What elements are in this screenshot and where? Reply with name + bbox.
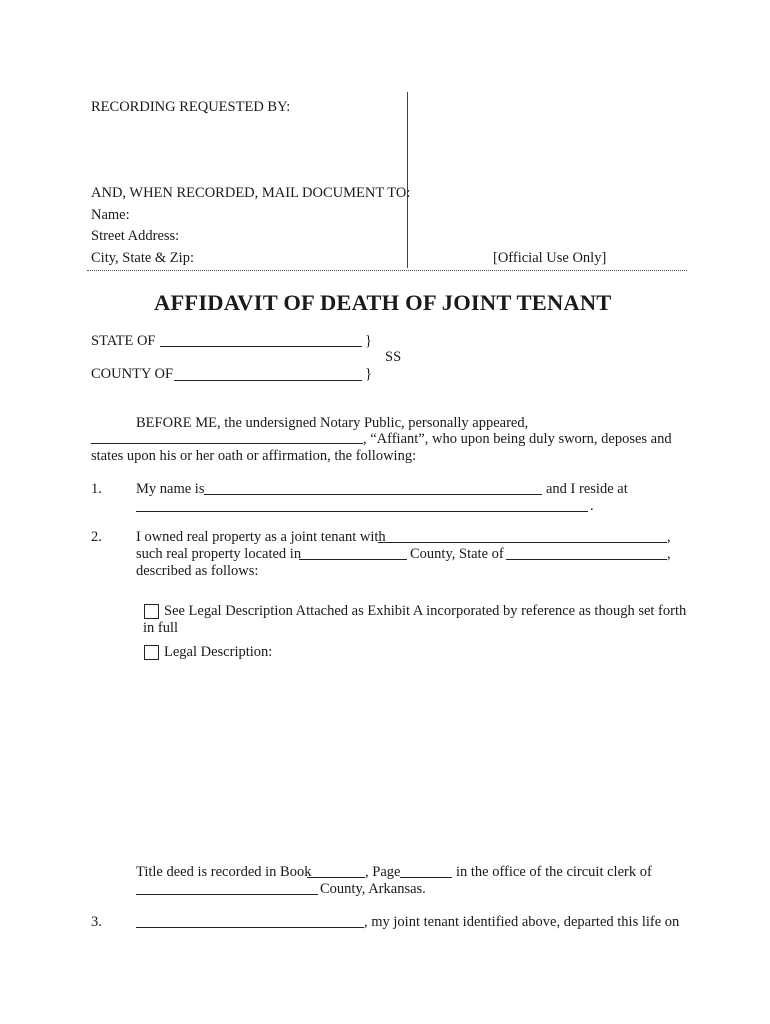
reside-at-label: and I reside at [546,481,628,497]
ss-label: SS [385,349,402,365]
county-state-label: County, State of [410,546,504,562]
intro-line-3: states upon his or her oath or affirmation, the following: [91,448,417,464]
my-name-field[interactable] [204,494,542,495]
exhibit-a-label-cont: in full [143,620,179,636]
state-of-label: STATE OF [91,333,156,349]
legal-description-checkbox[interactable] [144,645,159,660]
joint-tenant-label: I owned real property as a joint tenant with [136,529,386,545]
property-located-label: such real property located in [136,546,302,562]
departed-label: , my joint tenant identified above, departed this life on [364,914,680,930]
exhibit-a-checkbox[interactable] [144,604,159,619]
item-2-comma-1: , [667,529,671,545]
affiant-name-field[interactable] [91,443,363,444]
state-brace: } [365,333,372,349]
header-divider [407,92,408,268]
described-label: described as follows: [136,563,259,579]
page-title: AFFIDAVIT OF DEATH OF JOINT TENANT [154,290,612,315]
intro-line-2: , “Affiant”, who upon being duly sworn, deposes and [363,431,672,447]
item-2-number: 2. [91,529,102,545]
county-field[interactable] [174,380,362,381]
deed-page-label: , Page [365,864,401,880]
deed-book-field[interactable] [307,877,365,878]
residence-field[interactable] [136,511,588,512]
intro-line-1: BEFORE ME, the undersigned Notary Public, personally appeared, [136,415,529,431]
circuit-clerk-label: in the office of the circuit clerk of [456,864,652,880]
item-2-comma-2: , [667,546,671,562]
item-1-number: 1. [91,481,102,497]
legal-description-label: Legal Description: [164,644,273,660]
name-label: Name: [91,207,130,223]
property-county-field[interactable] [299,559,407,560]
joint-tenant-field[interactable] [378,542,667,543]
header-separator [87,270,687,271]
deed-book-label: Title deed is recorded in Book [136,864,312,880]
county-of-label: COUNTY OF [91,366,174,382]
state-field[interactable] [160,346,362,347]
official-use-label: [Official Use Only] [493,250,607,266]
city-state-zip-label: City, State & Zip: [91,250,194,266]
decedent-name-field[interactable] [136,927,364,928]
recording-requested-label: RECORDING REQUESTED BY: [91,99,291,115]
my-name-label: My name is [136,481,205,497]
mail-to-label: AND, WHEN RECORDED, MAIL DOCUMENT TO: [91,185,411,201]
county-arkansas-label: County, Arkansas. [320,881,426,897]
property-state-field[interactable] [506,559,667,560]
item-1-period: . [590,498,594,514]
street-address-label: Street Address: [91,228,180,244]
item-3-number: 3. [91,914,102,930]
exhibit-a-label: See Legal Description Attached as Exhibit A incorporated by reference as though set forth [164,603,687,619]
deed-county-field[interactable] [136,894,318,895]
county-brace: } [365,366,372,382]
deed-page-field[interactable] [400,877,452,878]
